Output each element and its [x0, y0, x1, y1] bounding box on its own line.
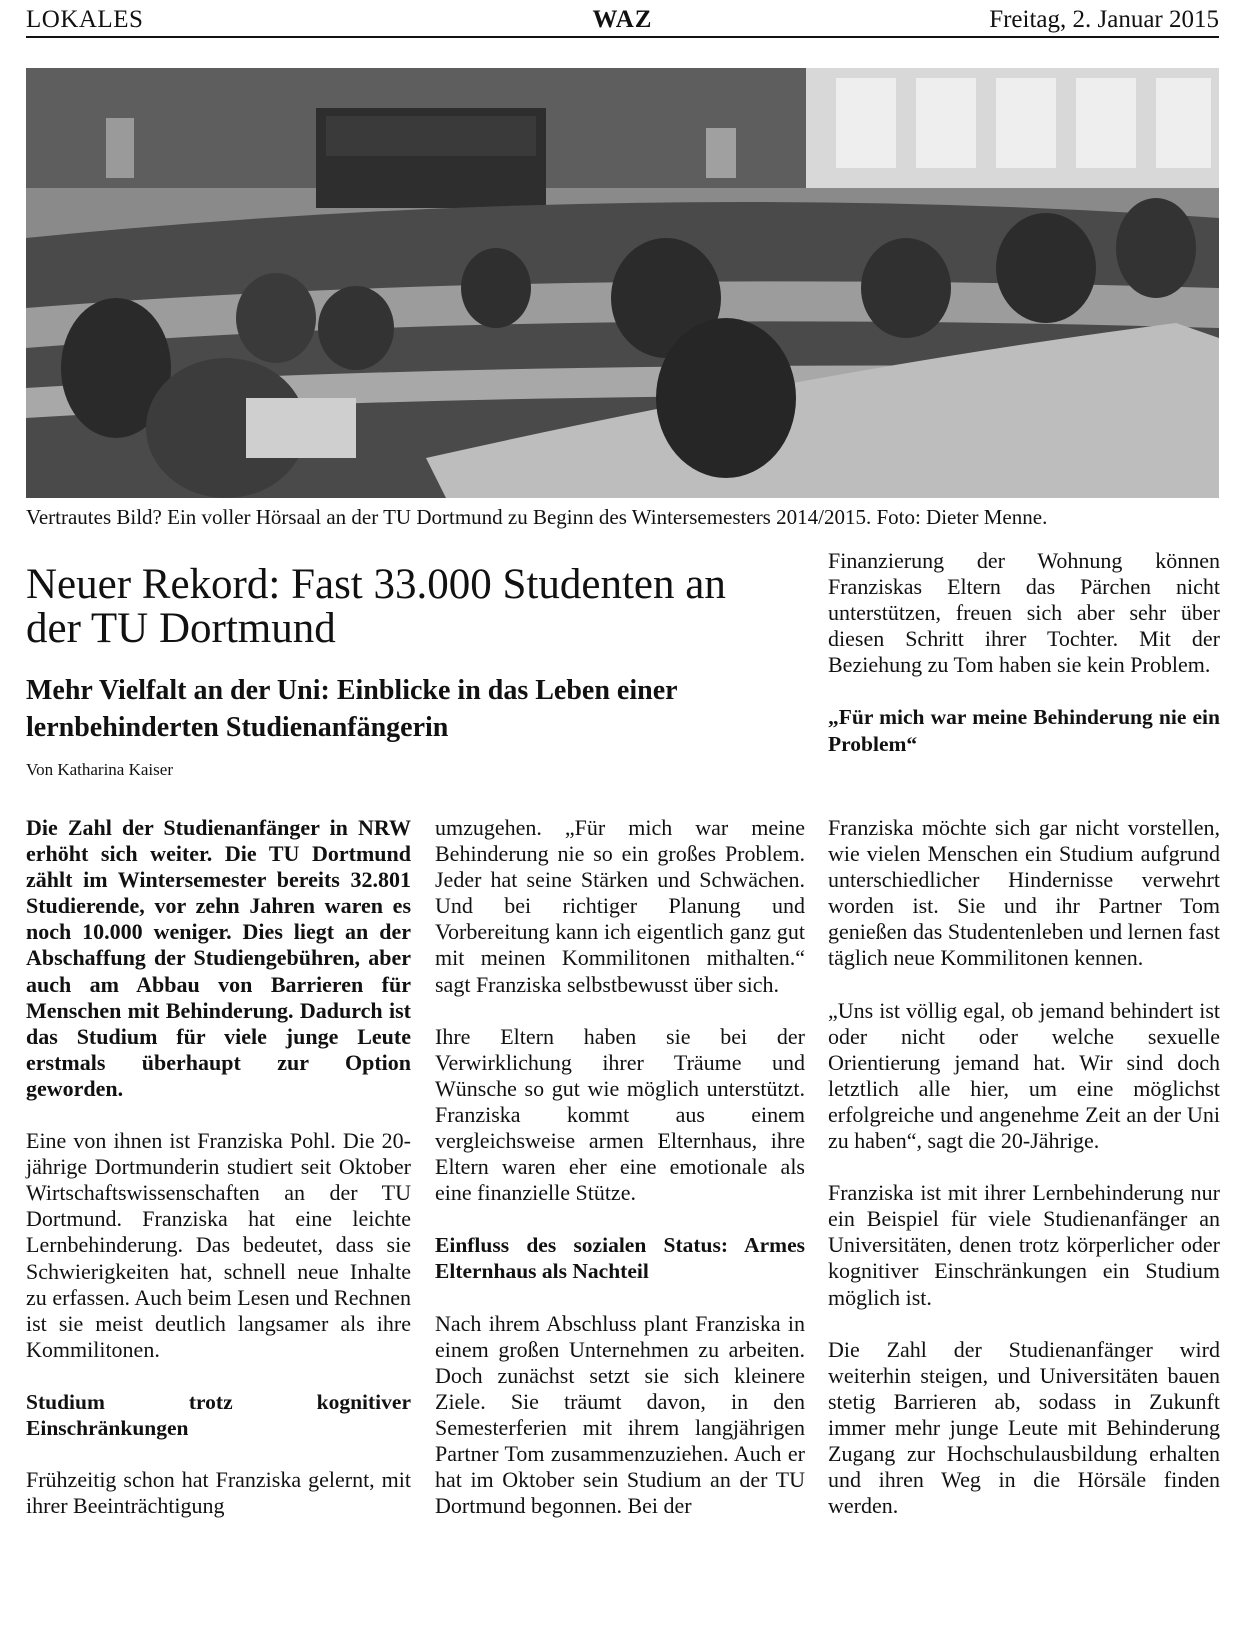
subheadline: Mehr Vielfalt an der Uni: Einblicke in das Leben einer lernbehinderten Studienanfängerin [26, 675, 678, 743]
paragraph: Die Zahl der Studienanfänger wird weiterhin steigen, und Universitäten bauen stetig Barrieren ab, sodass in Zukunft immer mehr junge Leute mit Behinderung Zugang zur Hochschulausbildung erhalten und ihren Weg in die Hörsäle finden werden. [828, 1336, 1220, 1519]
article-column-3 [828, 815, 1220, 1545]
article-column-3-top [828, 548, 1220, 783]
headline: Neuer Rekord: Fast 33.000 Studenten an der TU Dortmund [26, 561, 726, 652]
paragraph: Eine von ihnen ist Franziska Pohl. Die 20-jährige Dortmunderin studiert seit Oktober Wirtschaftswissenschaften an der TU Dortmund. Franziska hat eine leichte Lernbehinderung. Das bedeutet, dass sie Schwierigkeiten hat, schnell neue Inhalte zu erfassen. Auch beim Lesen und Rechnen ist sie meist deutlich langsamer als ihre Kommilitonen. [26, 1128, 411, 1362]
byline: Von Katharina Kaiser [26, 760, 173, 779]
article-column-1 [26, 815, 411, 1545]
section-heading: „Für mich war meine Behinderung nie ein Problem“ [828, 705, 1220, 756]
lead-paragraph: Die Zahl der Studienanfänger in NRW erhöht sich weiter. Die TU Dortmund zählt im Wintersemester bereits 32.801 Studierende, vor zehn Jahren waren es noch 10.000 weniger. Dies liegt an der Abschaffung der Studiengebühren, aber auch am Abbau von Barrieren für Menschen mit Behinderung. Dadurch ist das Studium für viele junge Leute erstmals überhaupt zur Option geworden. [26, 815, 411, 1101]
paragraph: Finanzierung der Wohnung können Franziskas Eltern das Pärchen nicht unterstützen, freuen sich aber sehr über diesen Schritt ihrer Tochter. Mit der Beziehung zu Tom haben sie kein Problem. [828, 548, 1220, 678]
section-label: LOKALES [26, 6, 144, 33]
issue-date: Freitag, 2. Januar 2015 [989, 6, 1219, 33]
newspaper-name: WAZ [592, 6, 653, 33]
paragraph: umzugehen. „Für mich war meine Behinderung nie so ein großes Problem. Jeder hat seine Stärken und Schwächen. Und bei richtiger Planung und Vorbereitung kann ich eigentlich ganz gut mit meinen Kommilitonen mithalten.“ sagt Franziska selbstbewusst über sich. [435, 815, 805, 997]
masthead [26, 6, 1219, 38]
paragraph: Frühzeitig schon hat Franziska gelernt, mit ihrer Beeinträchtigung [26, 1467, 411, 1519]
section-heading: Studium trotz kognitiver Einschränkungen [26, 1389, 411, 1440]
paragraph: Nach ihrem Abschluss plant Franziska in einem großen Unternehmen zu arbeiten. Doch zunächst setzt sie sich kleinere Ziele. Sie träumt davon, in den Semesterferien mit ihrem langjährigen Partner Tom zusammenzuziehen. Auch er hat im Oktober sein Studium an der TU Dortmund begonnen. Bei der [435, 1310, 805, 1519]
paragraph: „Uns ist völlig egal, ob jemand behindert ist oder nicht oder welche sexuelle Orientierung jemand hat. Wir sind doch letztlich alle hier, um eine möglichst erfolgreiche und angenehme Zeit an der Uni zu haben“, sagt die 20-Jährige. [828, 997, 1220, 1154]
article-column-2 [435, 815, 805, 1545]
section-heading: Einfluss des sozialen Status: Armes Elternhaus als Nachteil [435, 1233, 805, 1284]
paragraph: Ihre Eltern haben sie bei der Verwirklichung ihrer Träume und Wünsche so gut wie möglich unterstützt. Franziska kommt aus einem vergleichsweise armen Elternhaus, ihre Eltern waren eher eine emotionale als eine finanzielle Stütze. [435, 1023, 805, 1206]
lecture-hall-photo [26, 68, 1219, 498]
paragraph: Franziska möchte sich gar nicht vorstellen, wie vielen Menschen ein Studium aufgrund unterschiedlicher Hindernisse verwehrt worden ist. Sie und ihr Partner Tom genießen das Studentenleben und lernen fast täglich neue Kommilitonen kennen. [828, 815, 1220, 971]
paragraph: Franziska ist mit ihrer Lernbehinderung nur ein Beispiel für viele Studienanfänger an Universitäten, denen trotz körperlicher oder kognitiver Einschränkungen ein Studium möglich ist. [828, 1180, 1220, 1310]
photo-caption: Vertrautes Bild? Ein voller Hörsaal an der TU Dortmund zu Beginn des Wintersemesters 2014/2015. Foto: Dieter Menne. [26, 505, 1048, 529]
